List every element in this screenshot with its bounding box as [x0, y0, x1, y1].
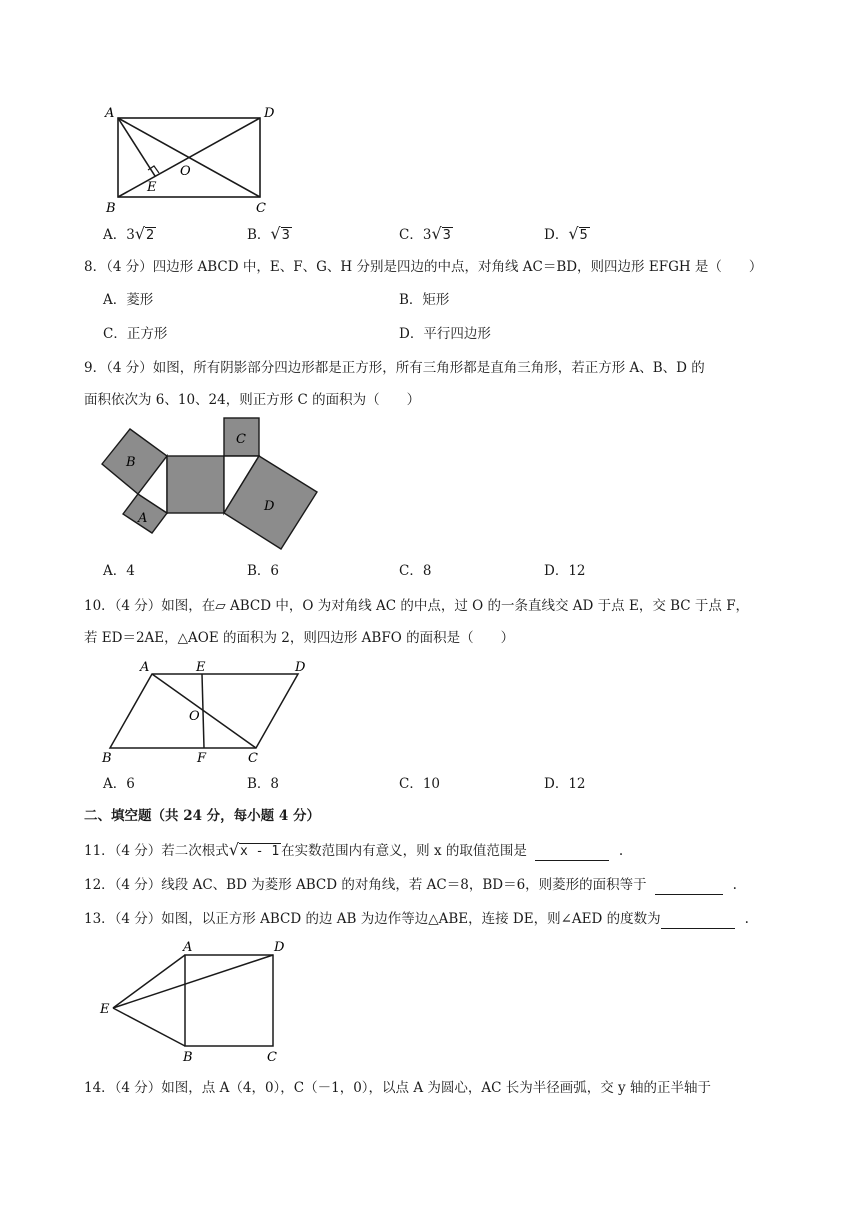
q10-label-o: O — [189, 709, 200, 724]
q10-label-b: B — [102, 751, 112, 766]
q9-option-b[interactable]: B．6 — [247, 563, 280, 579]
q7-label-b: B — [106, 201, 116, 214]
q7-option-c[interactable]: C．3√3 — [399, 224, 451, 243]
q14-question: 14．（4 分）如图，点 A（4，0），C（－1，0），以点 A 为圆心，AC 长为半径画弧，交 y 轴的正半轴于 — [84, 1080, 711, 1096]
q9-question-line1: 9．（4 分）如图，所有阴影部分四边形都是正方形，所有三角形都是直角三角形，若正方形 A、B、D 的 — [84, 360, 705, 376]
q12-question: 12．（4 分）线段 AC、BD 为菱形 ABCD 的对角线，若 AC＝8，BD＝6，则菱形的面积等于 . — [84, 877, 737, 893]
q11-question: 11．（4 分）若二次根式√x - 1 在实数范围内有意义，则 x 的取值范围是 . — [84, 840, 624, 859]
q10-label-d: D — [295, 660, 306, 675]
q9-question-line2: 面积依次为 6、10、24，则正方形 C 的面积为（ ） — [84, 392, 421, 408]
q7-option-a[interactable]: A．3√2 — [103, 224, 155, 243]
q10-label-f: F — [197, 751, 207, 766]
q7-label-c: C — [256, 201, 266, 214]
q10-question-line2: 若 ED＝2AE，△AOE 的面积为 2，则四边形 ABFO 的面积是（ ） — [84, 630, 515, 646]
q9-label-b: B — [126, 455, 136, 470]
q10-parallelogram-figure — [98, 656, 313, 766]
section-heading: 二、填空题（共 24 分，每小题 4 分） — [84, 808, 320, 824]
radical-sign: √ — [134, 224, 146, 243]
q9-squares-figure — [98, 416, 323, 554]
q13-label-e: E — [100, 1002, 110, 1017]
q10-option-c[interactable]: C．10 — [399, 776, 441, 792]
q7-label-o: O — [180, 164, 191, 179]
q11-answer-blank[interactable] — [535, 844, 609, 861]
q10-label-c: C — [248, 751, 258, 766]
q8-option-b[interactable]: B．矩形 — [399, 292, 450, 308]
q9-label-d: D — [264, 499, 275, 514]
q7-label-d: D — [264, 106, 275, 121]
q13-answer-blank[interactable] — [661, 912, 735, 929]
q10-question-line1: 10．（4 分）如图，在▱ ABCD 中，O 为对角线 AC 的中点，过 O 的一条直线交 AD 于点 E，交 BC 于点 F， — [84, 598, 750, 614]
q10-label-e: E — [196, 660, 206, 675]
q13-label-b: B — [183, 1050, 193, 1064]
radical-sign: √ — [431, 224, 442, 243]
q9-label-a: A — [138, 511, 148, 526]
q10-option-a[interactable]: A．6 — [103, 776, 135, 792]
q7-option-b[interactable]: B．√3 — [247, 224, 290, 243]
radical-sign: √ — [228, 840, 240, 859]
q7-rectangle-figure — [100, 102, 280, 214]
q7-option-d[interactable]: D．√5 — [544, 224, 588, 243]
q9-option-d[interactable]: D．12 — [544, 563, 586, 579]
q13-label-c: C — [267, 1050, 277, 1064]
q10-label-a: A — [140, 660, 150, 675]
radical-sign: √ — [270, 224, 281, 243]
q13-label-a: A — [183, 940, 193, 955]
q8-option-a[interactable]: A．菱形 — [103, 292, 154, 308]
q9-label-c: C — [236, 432, 246, 447]
q8-question: 8．（4 分）四边形 ABCD 中，E、F、G、H 分别是四边的中点，对角线 AC＝BD，则四边形 EFGH 是（ ） — [84, 259, 763, 275]
q9-option-c[interactable]: C．8 — [399, 563, 432, 579]
q9-option-a[interactable]: A．4 — [103, 563, 135, 579]
q7-label-a: A — [105, 106, 115, 121]
q10-option-b[interactable]: B．8 — [247, 776, 280, 792]
q8-option-c[interactable]: C．正方形 — [103, 326, 168, 342]
q12-answer-blank[interactable] — [655, 878, 723, 895]
q8-option-d[interactable]: D．平行四边形 — [399, 326, 491, 342]
q13-square-triangle-figure — [98, 940, 288, 1064]
q10-option-d[interactable]: D．12 — [544, 776, 586, 792]
q11-radicand: x - 1 — [240, 844, 280, 859]
q13-label-d: D — [274, 940, 285, 955]
radical-sign: √ — [568, 224, 579, 243]
q7-label-e: E — [147, 180, 157, 195]
q13-question: 13．（4 分）如图，以正方形 ABCD 的边 AB 为边作等边△ABE，连接 DE，则∠AED 的度数为 . — [84, 911, 749, 927]
